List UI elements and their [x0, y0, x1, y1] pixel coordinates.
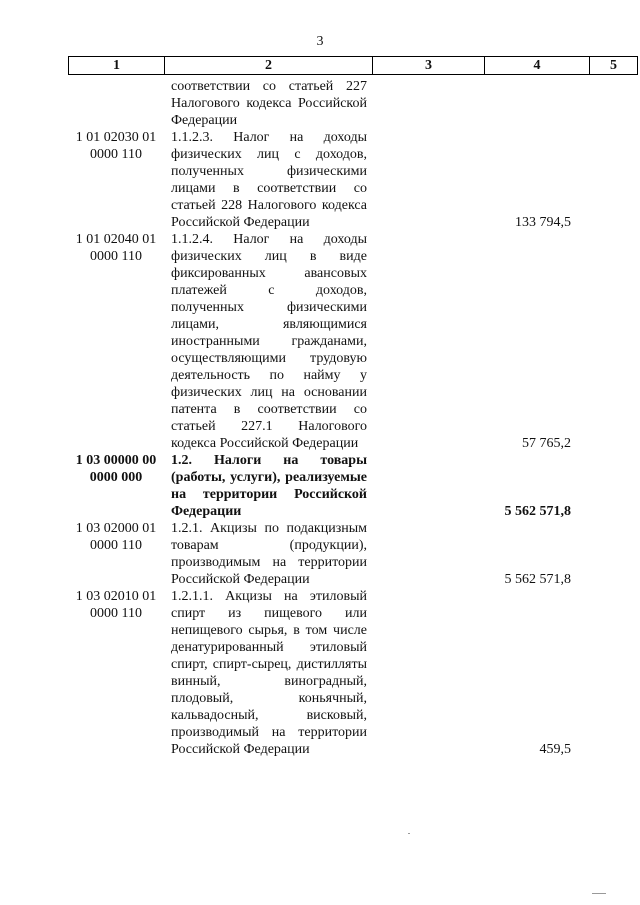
item-name: 1.1.2.4. Налог на доходы физических лиц в виде фиксированных авансовых платежей с доходов, полученных физическими лицами, являющимися иностранными гражданами, осуществляющими трудовую деятельность по найму у физических лиц на основании патента в соответствии со статьей 227.1 Налогового кодекса Российской Федерации [171, 232, 367, 451]
item-name: 1.2.1. Акцизы по подакцизным товарам (продукции), производимым на территории Российской Федерации [171, 521, 367, 587]
scan-speck [408, 833, 410, 834]
header-col-3: 3 [373, 57, 485, 74]
budget-code: 1 01 02030 01 0000 110 [75, 130, 157, 162]
item-value: 133 794,5 [515, 215, 571, 230]
header-col-5: 5 [610, 58, 617, 73]
item-value: 57 765,2 [522, 436, 571, 451]
table-row [0, 231, 640, 452]
table-row [0, 588, 640, 758]
page-number: 3 [316, 34, 324, 49]
scan-speck [592, 893, 606, 894]
table-header [68, 56, 638, 75]
header-col-1: 1 [69, 57, 165, 74]
header-col-4: 4 [485, 57, 590, 74]
item-name: 1.2. Налоги на товары (работы, услуги), реализуемые на территории Российской Федерации [171, 453, 367, 519]
item-value: 5 562 571,8 [504, 572, 571, 587]
item-name: 1.2.1.1. Акцизы на этиловый спирт из пищевого или непищевого сырья, в том числе денатурированный этиловый спирт, спирт-сырец, дистилляты винный, виноградный, плодовый, коньячный, кальвадосный, висковый, производимый на территории Российской Федерации [171, 589, 367, 757]
budget-code: 1 01 02040 01 0000 110 [75, 232, 157, 264]
table-row [0, 78, 640, 129]
item-name: соответствии со статьей 227 Налогового кодекса Российской Федерации [171, 79, 367, 128]
budget-code: 1 03 02010 01 0000 110 [75, 589, 157, 621]
table-body [0, 78, 640, 758]
item-name: 1.1.2.3. Налог на доходы физических лиц с доходов, полученных физическими лицами в соответствии со статьей 228 Налогового кодекса Российской Федерации [171, 130, 367, 230]
table-row [0, 129, 640, 231]
item-value: 459,5 [539, 742, 571, 757]
budget-code: 1 03 02000 01 0000 110 [75, 521, 157, 553]
item-value: 5 562 571,8 [504, 504, 571, 519]
budget-code: 1 03 00000 00 0000 000 [75, 453, 157, 485]
table-row [0, 520, 640, 588]
table-row [0, 452, 640, 520]
header-col-2: 2 [165, 57, 373, 74]
